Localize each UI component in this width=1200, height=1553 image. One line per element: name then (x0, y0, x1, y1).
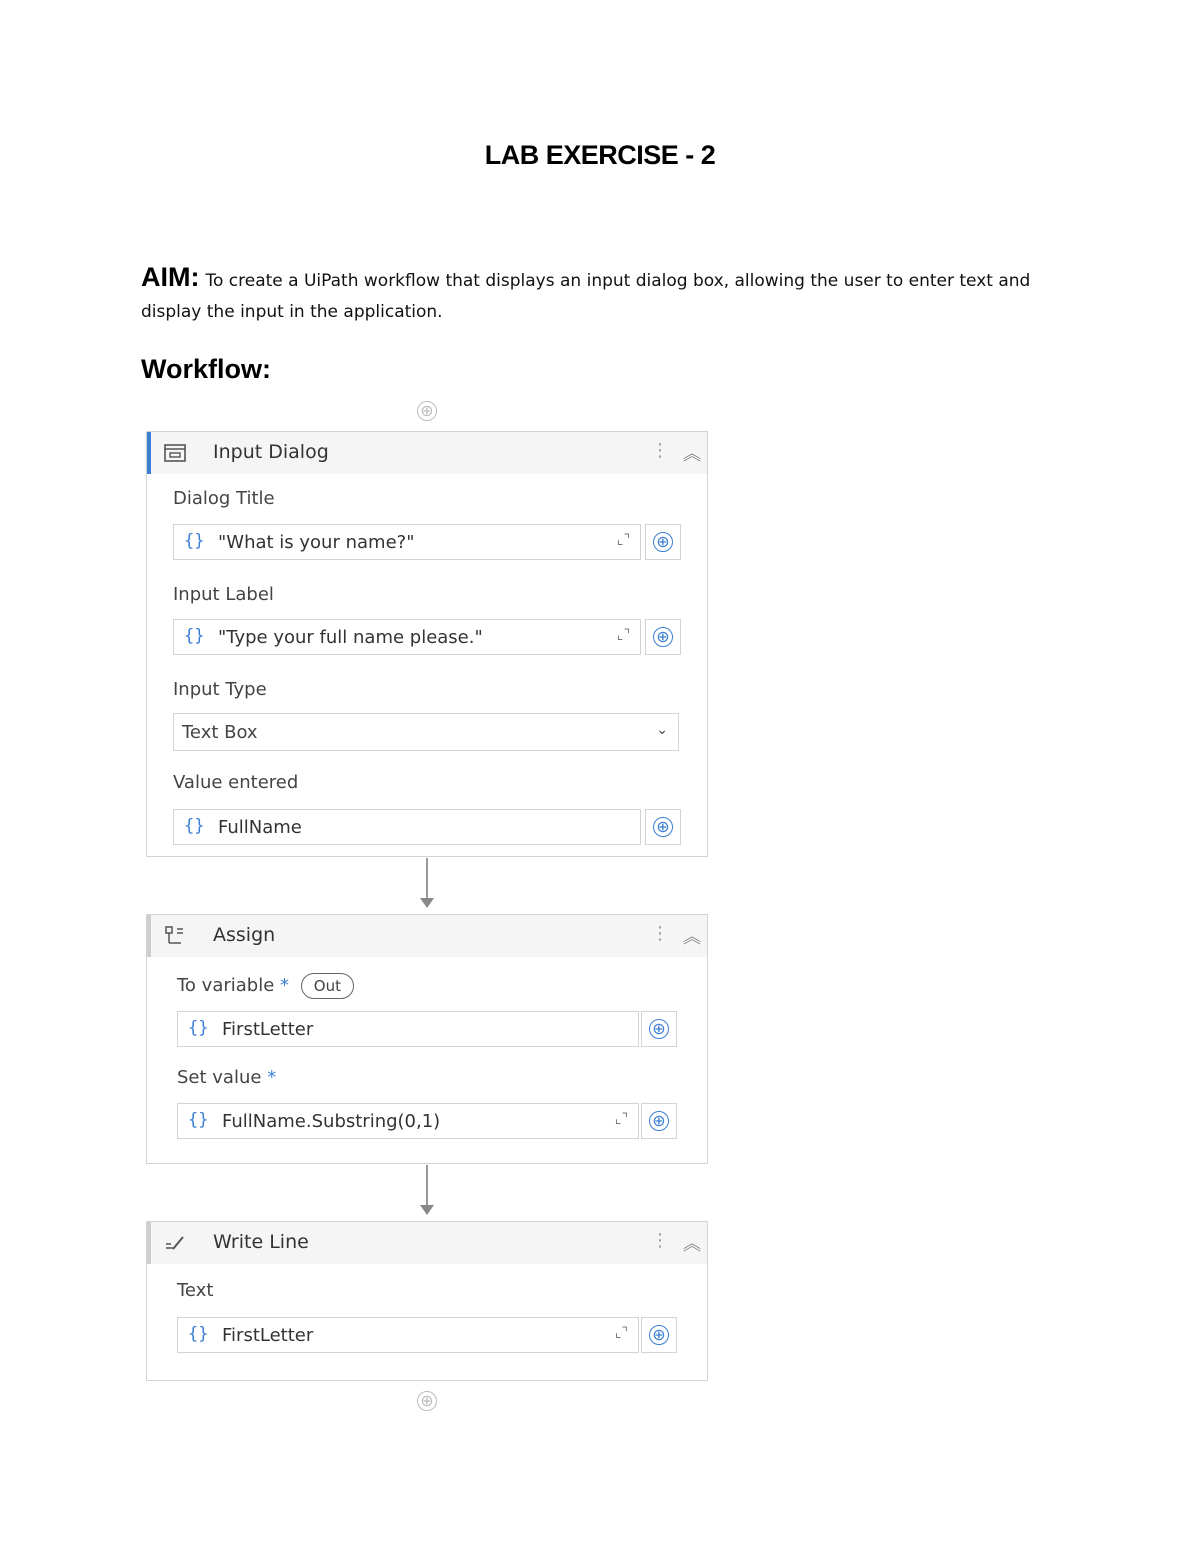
plus-circle-icon: ⊕ (649, 1325, 669, 1345)
connector-line (426, 1165, 428, 1205)
text-plus-button[interactable] (641, 1317, 677, 1353)
add-activity-top-icon[interactable]: ⊕ (417, 401, 437, 421)
dialog-title-plus-button[interactable] (645, 524, 681, 560)
expand-editor-icon[interactable]: ⌞⌝ (614, 1111, 628, 1127)
input-type-select[interactable] (173, 713, 679, 751)
text-field[interactable] (177, 1317, 639, 1353)
to-variable-field[interactable] (177, 1011, 639, 1047)
input-label-field[interactable] (173, 619, 641, 655)
assign-header[interactable] (147, 915, 707, 957)
assign-title: Assign (213, 924, 276, 946)
input-label-value: "Type your full name please." (218, 627, 483, 648)
dialog-title-field[interactable] (173, 524, 641, 560)
text-value: FirstLetter (222, 1325, 314, 1346)
plus-circle-icon: ⊕ (653, 627, 673, 647)
assign-card[interactable] (146, 914, 708, 1164)
plus-circle-icon: ⊕ (649, 1111, 669, 1131)
plus-circle-icon: ⊕ (653, 532, 673, 552)
aim-label: AIM: (141, 262, 200, 292)
add-activity-bottom-icon[interactable]: ⊕ (417, 1391, 437, 1411)
collapse-icon[interactable]: ︽ (683, 1234, 701, 1255)
input-label-plus-button[interactable] (645, 619, 681, 655)
to-variable-label-text: To variable (177, 975, 275, 996)
collapse-icon[interactable]: ︽ (683, 444, 701, 465)
expand-editor-icon[interactable]: ⌞⌝ (614, 1325, 628, 1341)
value-entered-label: Value entered (173, 772, 299, 793)
input-dialog-title: Input Dialog (213, 441, 329, 463)
aim-text: To create a UiPath workflow that displays an input dialog box, allowing the user to enter text and display the input in the application. (141, 271, 1031, 322)
collapse-icon[interactable]: ︽ (683, 927, 701, 948)
more-options-icon[interactable]: ⋮ (651, 1230, 669, 1251)
to-variable-plus-button[interactable] (641, 1011, 677, 1047)
input-label-label: Input Label (173, 584, 274, 605)
expression-icon: {} (188, 1110, 209, 1130)
dialog-title-value: "What is your name?" (218, 532, 415, 553)
arrow-down-icon (420, 898, 434, 908)
more-options-icon[interactable]: ⋮ (651, 923, 669, 944)
chevron-down-icon: ⌄ (656, 722, 668, 738)
expression-icon: {} (188, 1018, 209, 1038)
value-entered-value: FullName (218, 817, 302, 838)
more-options-icon[interactable]: ⋮ (651, 440, 669, 461)
dialog-title-label: Dialog Title (173, 488, 275, 509)
out-badge: Out (301, 973, 354, 999)
write-line-icon (163, 1232, 187, 1254)
workflow-heading: Workflow: (141, 354, 271, 384)
required-mark: * (267, 1067, 277, 1088)
expression-icon: {} (188, 1324, 209, 1344)
to-variable-label (177, 973, 354, 999)
aim-paragraph (141, 262, 1041, 328)
set-value-label (177, 1067, 276, 1088)
input-type-label: Input Type (173, 679, 267, 700)
write-line-card[interactable] (146, 1221, 708, 1381)
value-entered-field[interactable] (173, 809, 641, 845)
plus-circle-icon: ⊕ (653, 817, 673, 837)
expression-icon: {} (184, 531, 205, 551)
dialog-window-icon (163, 442, 187, 464)
to-variable-value: FirstLetter (222, 1019, 314, 1040)
write-line-header[interactable] (147, 1222, 707, 1264)
value-entered-plus-button[interactable] (645, 809, 681, 845)
connector-line (426, 858, 428, 898)
set-value-value: FullName.Substring(0,1) (222, 1111, 441, 1132)
expand-editor-icon[interactable]: ⌞⌝ (616, 627, 630, 643)
document-title: LAB EXERCISE - 2 (484, 140, 716, 170)
expression-icon: {} (184, 816, 205, 836)
arrow-down-icon (420, 1205, 434, 1215)
set-value-field[interactable] (177, 1103, 639, 1139)
input-type-value: Text Box (182, 722, 258, 743)
expression-icon: {} (184, 626, 205, 646)
input-dialog-card[interactable] (146, 431, 708, 857)
plus-circle-icon: ⊕ (649, 1019, 669, 1039)
required-mark: * (280, 975, 290, 996)
write-line-title: Write Line (213, 1231, 309, 1253)
assign-icon (163, 925, 187, 947)
text-label: Text (177, 1280, 214, 1301)
set-value-label-text: Set value (177, 1067, 262, 1088)
input-dialog-header[interactable] (147, 432, 707, 474)
expand-editor-icon[interactable]: ⌞⌝ (616, 532, 630, 548)
set-value-plus-button[interactable] (641, 1103, 677, 1139)
